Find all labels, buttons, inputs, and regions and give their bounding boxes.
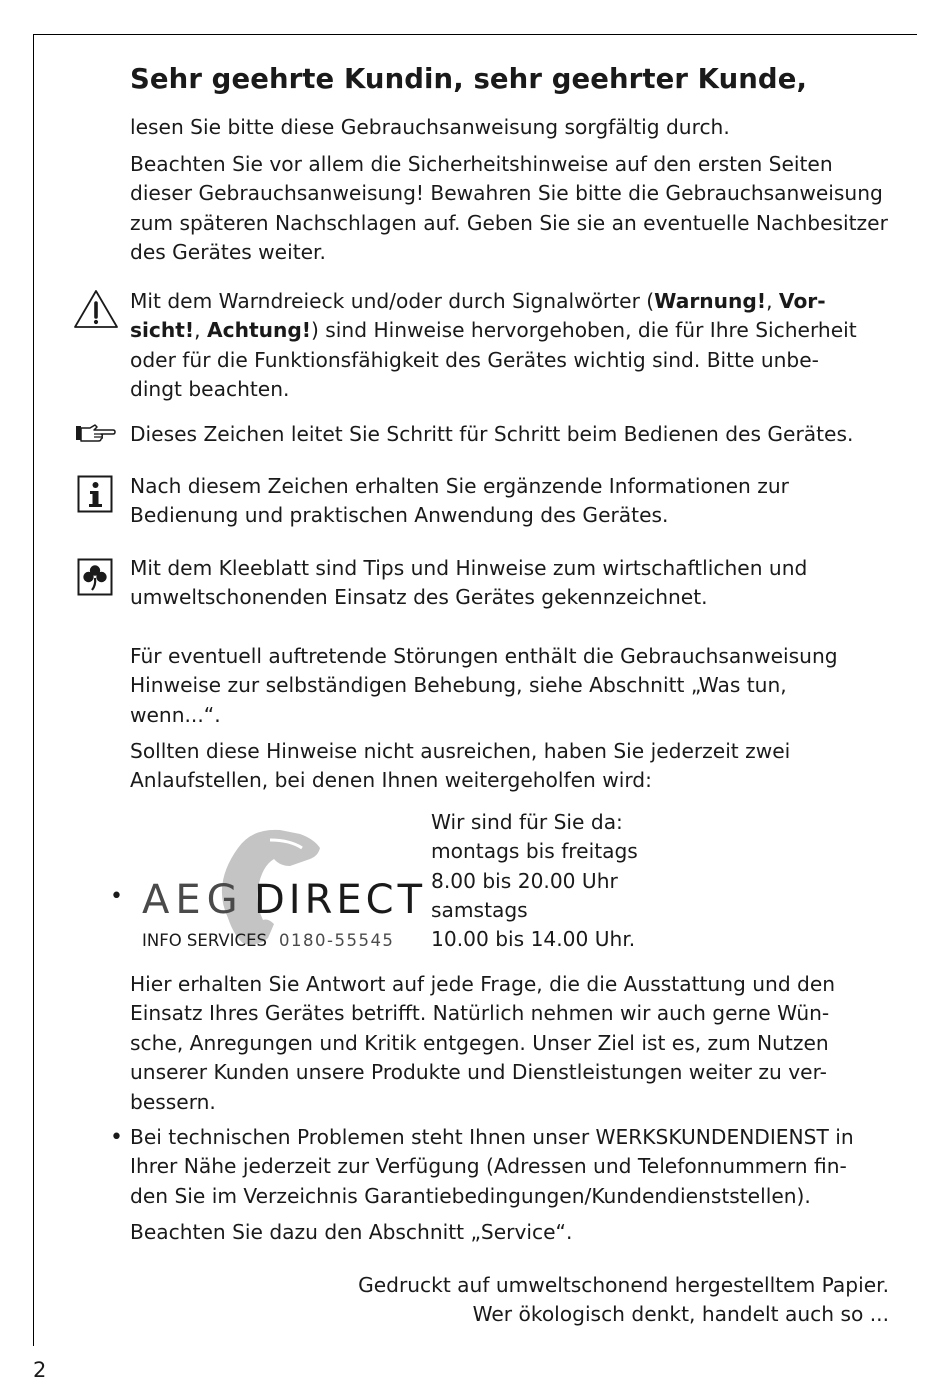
info-line: Bedienung und praktischen Anwendung des Gerätes. [130, 503, 669, 528]
service-note: Beachten Sie dazu den Abschnitt „Service“. [130, 1220, 573, 1244]
info-paragraph [130, 472, 789, 531]
service-line: den Sie im Verzeichnis Garantiebedingungen/Kundendienststellen). [130, 1183, 811, 1208]
intro-safety-line: Beachten Sie vor allem die Sicherheitshinweise auf den ersten Seiten [130, 152, 833, 176]
service-paragraph [130, 1123, 854, 1211]
info-icon [77, 475, 113, 513]
description-line: bessern. [130, 1089, 216, 1114]
page-frame-top-rule [33, 34, 917, 35]
warning-text: ) sind Hinweise hervorgehoben, die für Ihre Sicherheit [311, 318, 857, 343]
logo-subtitle-text: INFO SERVICES [142, 931, 267, 950]
warning-text: Mit dem Warndreieck und/oder durch Signalwörter ( [130, 289, 655, 313]
troubleshooting-line: wenn...“. [130, 702, 221, 727]
warning-paragraph [130, 287, 857, 405]
page-frame-left-rule [33, 34, 34, 1346]
footer-line: Gedruckt auf umweltschonend hergestelltem Papier. [358, 1273, 889, 1297]
service-hours [431, 808, 638, 954]
service-hours-line: 10.00 bis 14.00 Uhr. [431, 927, 636, 952]
caution-keyword-part1: Vor- [778, 289, 826, 313]
contacts-intro-line: Anlaufstellen, bei denen Ihnen weitergeholfen wird: [130, 768, 652, 793]
page-number: 2 [33, 1358, 47, 1382]
footer-line: Wer ökologisch denkt, handelt auch so ... [472, 1302, 889, 1327]
description-line: Einsatz Ihres Gerätes betrifft. Natürlich nehmen wir auch gerne Wün- [130, 1001, 830, 1026]
pointing-hand-icon [75, 423, 117, 443]
service-hours-line: samstags [431, 897, 528, 922]
aeg-direct-description [130, 970, 835, 1117]
page-heading: Sehr geehrte Kundin, sehr geehrter Kunde, [130, 63, 808, 95]
logo-phone-number: 0180-55545 [279, 931, 395, 950]
step-instruction-text: Dieses Zeichen leitet Sie Schritt für Schritt beim Bedienen des Gerätes. [130, 422, 854, 446]
service-line: Bei technischen Problemen steht Ihnen unser WERKSKUNDENDIENST in [130, 1125, 854, 1149]
eco-line: Mit dem Kleeblatt sind Tips und Hinweise zum wirtschaftlichen und [130, 556, 808, 580]
warning-separator: , [766, 289, 779, 313]
description-line: sche, Anregungen und Kritik entgegen. Unser Ziel ist es, zum Nutzen [130, 1030, 829, 1055]
intro-read-carefully: lesen Sie bitte diese Gebrauchsanweisung sorgfältig durch. [130, 115, 730, 139]
troubleshooting-line: Hinweise zur selbständigen Behebung, siehe Abschnitt „Was tun, [130, 673, 787, 698]
warning-text: dingt beachten. [130, 377, 290, 402]
troubleshooting-line: Für eventuell auftretende Störungen enthält die Gebrauchsanweisung [130, 644, 838, 668]
warning-keyword: Warnung! [654, 289, 767, 313]
contacts-intro-paragraph [130, 737, 790, 796]
intro-safety-line: dieser Gebrauchsanweisung! Bewahren Sie bitte die Gebrauchsanweisung [130, 181, 883, 206]
logo-brand-text: AEG [142, 877, 244, 923]
bullet: • [110, 1125, 123, 1150]
attention-keyword: Achtung! [206, 318, 311, 343]
service-hours-line: 8.00 bis 20.00 Uhr [431, 868, 618, 893]
intro-safety-line: zum späteren Nachschlagen auf. Geben Sie sie an eventuelle Nachbesitzer [130, 210, 888, 235]
contacts-intro-line: Sollten diese Hinweise nicht ausreichen, haben Sie jederzeit zwei [130, 739, 791, 763]
cloverleaf-icon [77, 558, 113, 596]
eco-paragraph [130, 554, 807, 613]
intro-safety-line: des Gerätes weiter. [130, 240, 326, 265]
aeg-direct-logo [140, 826, 427, 954]
description-line: Hier erhalten Sie Antwort auf jede Frage, die die Ausstattung und den [130, 972, 836, 996]
warning-triangle-icon [72, 288, 120, 330]
intro-safety-paragraph [130, 150, 888, 268]
description-line: unserer Kunden unsere Produkte und Dienstleistungen weiter zu ver- [130, 1060, 827, 1085]
service-hours-line: montags bis freitags [431, 839, 638, 864]
footer-note [358, 1271, 889, 1330]
warning-text: oder für die Funktionsfähigkeit des Gerätes wichtig sind. Bitte unbe- [130, 347, 819, 372]
caution-keyword-part2: sicht! [130, 318, 195, 343]
service-line: Ihrer Nähe jederzeit zur Verfügung (Adressen und Telefonnummern fin- [130, 1154, 847, 1179]
bullet: • [110, 884, 123, 909]
eco-line: umweltschonenden Einsatz des Gerätes gekennzeichnet. [130, 585, 708, 610]
service-hours-line: Wir sind für Sie da: [431, 810, 623, 834]
info-line: Nach diesem Zeichen erhalten Sie ergänzende Informationen zur [130, 474, 789, 498]
troubleshooting-paragraph [130, 642, 838, 730]
logo-product-text: DIRECT [254, 877, 427, 923]
warning-separator: , [194, 318, 207, 343]
